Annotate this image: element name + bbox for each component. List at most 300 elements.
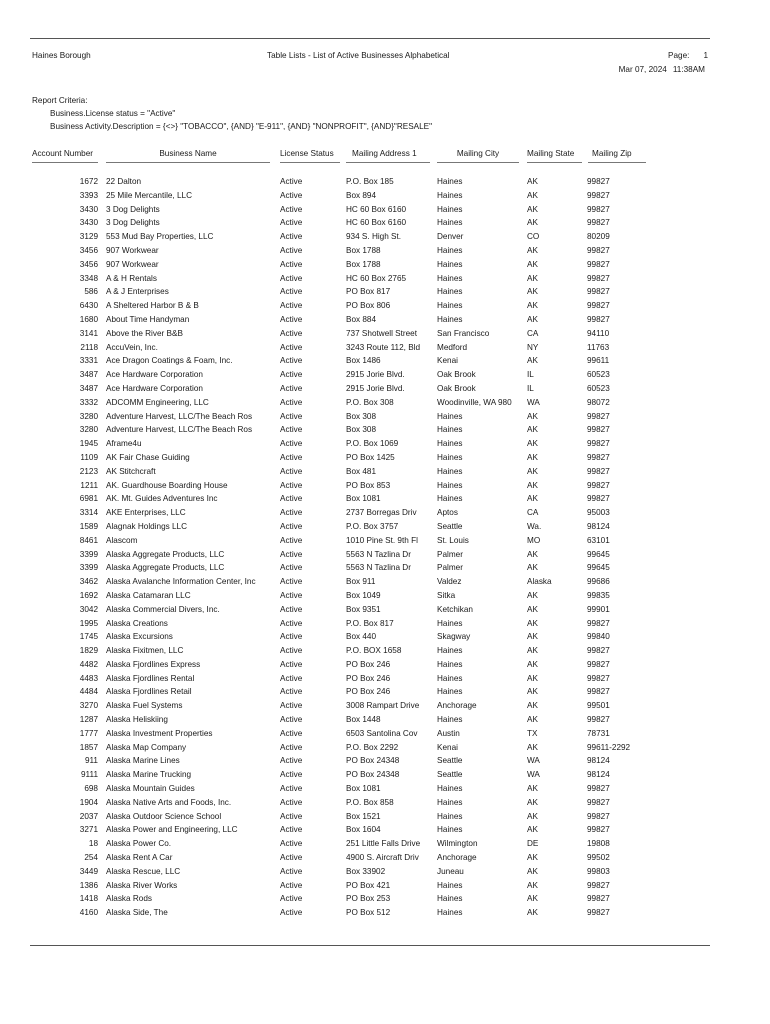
- account-number: 3487: [79, 370, 98, 380]
- page-indicator: [668, 51, 708, 60]
- mailing-state: AK: [527, 880, 538, 890]
- table-row: [0, 354, 770, 368]
- mailing-zip: 99645: [587, 563, 610, 573]
- table-row: [0, 699, 770, 713]
- account-number: 1680: [79, 314, 98, 324]
- table-row: [0, 768, 770, 782]
- license-status: Active: [280, 425, 303, 435]
- mailing-state: AK: [527, 411, 538, 421]
- business-name: Alaska Marine Lines: [106, 756, 180, 766]
- table-row: [0, 658, 770, 672]
- mailing-zip: 19808: [587, 839, 610, 849]
- table-row: [0, 410, 770, 424]
- mailing-city: Anchorage: [437, 853, 477, 863]
- table-row: [0, 244, 770, 258]
- mailing-city: Seattle: [437, 521, 463, 531]
- mailing-zip: 99827: [587, 908, 610, 918]
- account-number: 3348: [79, 273, 98, 283]
- business-name: Alaska Rescue, LLC: [106, 866, 181, 876]
- mailing-state: CO: [527, 232, 540, 242]
- license-status: Active: [280, 880, 303, 890]
- business-name: 3 Dog Delights: [106, 218, 160, 228]
- mailing-zip: 99827: [587, 273, 610, 283]
- table-row: [0, 548, 770, 562]
- business-name: Alaska Rods: [106, 894, 152, 904]
- mailing-city: Haines: [437, 218, 463, 228]
- mailing-city: Haines: [437, 687, 463, 697]
- mailing-address: 5563 N Tazlina Dr: [346, 549, 411, 559]
- business-name: Alaska Commercial Divers, Inc.: [106, 604, 220, 614]
- mailing-city: Medford: [437, 342, 468, 352]
- mailing-state: CA: [527, 328, 539, 338]
- table-row: [0, 230, 770, 244]
- column-header-zip: Mailing Zip: [588, 149, 646, 163]
- license-status: Active: [280, 673, 303, 683]
- report-title: Table Lists - List of Active Businesses Alphabetical: [267, 51, 450, 60]
- mailing-state: CA: [527, 508, 539, 518]
- mailing-address: PO Box 806: [346, 301, 391, 311]
- license-status: Active: [280, 259, 303, 269]
- business-name: 907 Workwear: [106, 245, 159, 255]
- mailing-city: Haines: [437, 825, 463, 835]
- business-name: AK Stitchcraft: [106, 466, 156, 476]
- mailing-city: Haines: [437, 204, 463, 214]
- license-status: Active: [280, 756, 303, 766]
- mailing-zip: 99803: [587, 866, 610, 876]
- mailing-address: Box 894: [346, 190, 377, 200]
- criteria-line-status: Business.License status = "Active": [50, 109, 176, 118]
- mailing-city: Wilmington: [437, 839, 478, 849]
- account-number: 1995: [79, 618, 98, 628]
- table-row: [0, 865, 770, 879]
- mailing-city: Haines: [437, 659, 463, 669]
- mailing-address: Box 9351: [346, 604, 381, 614]
- business-name: AK Fair Chase Guiding: [106, 452, 190, 462]
- account-number: 1386: [79, 880, 98, 890]
- mailing-address: PO Box 253: [346, 894, 391, 904]
- mailing-state: AK: [527, 314, 538, 324]
- mailing-zip: 99827: [587, 480, 610, 490]
- mailing-address: PO Box 246: [346, 687, 391, 697]
- mailing-zip: 99827: [587, 618, 610, 628]
- business-name: Alaska Catamaran LLC: [106, 590, 191, 600]
- mailing-city: Sitka: [437, 590, 456, 600]
- mailing-address: Box 884: [346, 314, 377, 324]
- mailing-address: 3243 Route 112, Bld: [346, 342, 421, 352]
- license-status: Active: [280, 287, 303, 297]
- mailing-address: PO Box 853: [346, 480, 391, 490]
- mailing-zip: 63101: [587, 535, 610, 545]
- mailing-state: AK: [527, 425, 538, 435]
- account-number: 8461: [79, 535, 98, 545]
- mailing-city: Haines: [437, 259, 463, 269]
- account-number: 3462: [79, 577, 98, 587]
- column-header-address: Mailing Address 1: [346, 149, 430, 163]
- mailing-state: AK: [527, 549, 538, 559]
- table-row: [0, 575, 770, 589]
- account-number: 3399: [79, 549, 98, 559]
- license-status: Active: [280, 494, 303, 504]
- mailing-city: Juneau: [437, 866, 464, 876]
- mailing-zip: 60523: [587, 383, 610, 393]
- business-name: Alascom: [106, 535, 138, 545]
- table-row: [0, 561, 770, 575]
- mailing-state: AK: [527, 356, 538, 366]
- business-name: Ace Hardware Corporation: [106, 383, 203, 393]
- mailing-zip: 99835: [587, 590, 610, 600]
- table-row: [0, 175, 770, 189]
- mailing-zip: 99645: [587, 549, 610, 559]
- mailing-state: AK: [527, 563, 538, 573]
- mailing-city: Haines: [437, 618, 463, 628]
- license-status: Active: [280, 177, 303, 186]
- business-name: Alagnak Holdings LLC: [106, 521, 188, 531]
- license-status: Active: [280, 232, 303, 242]
- table-row: [0, 879, 770, 893]
- mailing-city: Anchorage: [437, 701, 477, 711]
- mailing-state: AK: [527, 301, 538, 311]
- business-name: 25 Mile Mercantile, LLC: [106, 190, 193, 200]
- mailing-city: Palmer: [437, 563, 463, 573]
- mailing-zip: 99827: [587, 494, 610, 504]
- mailing-address: 934 S. High St.: [346, 232, 402, 242]
- table-row: [0, 672, 770, 686]
- license-status: Active: [280, 839, 303, 849]
- mailing-zip: 99827: [587, 439, 610, 449]
- mailing-state: WA: [527, 770, 540, 780]
- account-number: 911: [84, 756, 98, 766]
- business-name: Alaska Creations: [106, 618, 168, 628]
- business-name: Alaska River Works: [106, 880, 178, 890]
- account-number: 1945: [79, 439, 98, 449]
- license-status: Active: [280, 590, 303, 600]
- mailing-state: Wa.: [527, 521, 542, 531]
- mailing-address: 2737 Borregas Driv: [346, 508, 417, 518]
- license-status: Active: [280, 797, 303, 807]
- license-status: Active: [280, 245, 303, 255]
- mailing-zip: 99827: [587, 687, 610, 697]
- account-number: 1109: [80, 452, 98, 462]
- mailing-state: AK: [527, 853, 538, 863]
- mailing-address: 3008 Rampart Drive: [346, 701, 420, 711]
- mailing-city: Haines: [437, 784, 463, 794]
- mailing-state: AK: [527, 259, 538, 269]
- account-number: 9111: [81, 770, 98, 780]
- business-name: Alaska Fjordlines Express: [106, 659, 201, 669]
- mailing-address: HC 60 Box 6160: [346, 204, 407, 214]
- mailing-state: AK: [527, 439, 538, 449]
- business-name: 553 Mud Bay Properties, LLC: [106, 232, 214, 242]
- table-row: [0, 603, 770, 617]
- mailing-zip: 99501: [587, 701, 610, 711]
- license-status: Active: [280, 659, 303, 669]
- mailing-address: Box 1486: [346, 356, 381, 366]
- license-status: Active: [280, 439, 303, 449]
- business-name: Above the River B&B: [106, 328, 183, 338]
- mailing-address: PO Box 24348: [346, 756, 400, 766]
- mailing-city: Seattle: [437, 756, 463, 766]
- mailing-state: AK: [527, 673, 538, 683]
- mailing-address: Box 33902: [346, 866, 386, 876]
- mailing-city: Haines: [437, 177, 463, 186]
- table-row: [0, 437, 770, 451]
- mailing-state: AK: [527, 466, 538, 476]
- mailing-address: PO Box 817: [346, 287, 391, 297]
- license-status: Active: [280, 190, 303, 200]
- account-number: 1777: [79, 728, 98, 738]
- report-date: Mar 07, 2024: [618, 65, 667, 74]
- criteria-title: Report Criteria:: [32, 96, 88, 105]
- account-number: 4483: [79, 673, 98, 683]
- account-number: 3141: [79, 328, 98, 338]
- license-status: Active: [280, 521, 303, 531]
- license-status: Active: [280, 328, 303, 338]
- mailing-city: Skagway: [437, 632, 471, 642]
- mailing-zip: 99827: [587, 190, 610, 200]
- mailing-address: 2915 Jorie Blvd.: [346, 370, 405, 380]
- business-name: A & J Enterprises: [106, 287, 169, 297]
- account-number: 3129: [79, 232, 98, 242]
- mailing-city: Denver: [437, 232, 464, 242]
- mailing-zip: 94110: [587, 328, 610, 338]
- report-criteria: [32, 94, 432, 133]
- mailing-address: 737 Shotwell Street: [346, 328, 418, 338]
- mailing-city: Kenai: [437, 742, 458, 752]
- business-name: A Sheltered Harbor B & B: [106, 301, 199, 311]
- license-status: Active: [280, 370, 303, 380]
- business-name: Alaska Mountain Guides: [106, 784, 195, 794]
- mailing-state: AK: [527, 908, 538, 918]
- account-number: 586: [84, 287, 98, 297]
- account-number: 3042: [79, 604, 98, 614]
- mailing-zip: 99611-2292: [587, 742, 631, 752]
- mailing-address: Box 911: [346, 577, 376, 587]
- mailing-state: AK: [527, 273, 538, 283]
- business-name: Alaska Power and Engineering, LLC: [106, 825, 238, 835]
- table-row: [0, 258, 770, 272]
- mailing-address: Box 1788: [346, 245, 381, 255]
- account-number: 3270: [79, 701, 98, 711]
- business-name: 907 Workwear: [106, 259, 159, 269]
- mailing-city: Aptos: [437, 508, 458, 518]
- mailing-city: Haines: [437, 880, 463, 890]
- mailing-city: Austin: [437, 728, 460, 738]
- mailing-state: AK: [527, 894, 538, 904]
- mailing-address: Box 308: [346, 411, 377, 421]
- mailing-state: AK: [527, 687, 538, 697]
- mailing-zip: 98124: [587, 521, 610, 531]
- license-status: Active: [280, 218, 303, 228]
- criteria-line-activity: Business Activity.Description = {<>} "TOBACCO", {AND} "E-911", {AND} "NONPROFIT", {AND}"RESALE": [50, 122, 433, 131]
- mailing-address: 2915 Jorie Blvd.: [346, 383, 405, 393]
- account-number: 3399: [79, 563, 98, 573]
- account-number: 3280: [79, 411, 98, 421]
- account-number: 6430: [79, 301, 98, 311]
- table-row: [0, 299, 770, 313]
- mailing-address: PO Box 246: [346, 659, 391, 669]
- mailing-city: Haines: [437, 301, 463, 311]
- account-number: 2123: [79, 466, 98, 476]
- mailing-zip: 95003: [587, 508, 610, 518]
- mailing-city: Haines: [437, 245, 463, 255]
- mailing-city: St. Louis: [437, 535, 469, 545]
- mailing-state: AK: [527, 659, 538, 669]
- table-row: [0, 617, 770, 631]
- table-row: [0, 713, 770, 727]
- business-name: 22 Dalton: [106, 177, 142, 186]
- mailing-city: Haines: [437, 673, 463, 683]
- mailing-zip: 99827: [587, 659, 610, 669]
- mailing-address: PO Box 512: [346, 908, 391, 918]
- mailing-city: Kenai: [437, 356, 458, 366]
- table-row: [0, 272, 770, 286]
- mailing-city: Haines: [437, 190, 463, 200]
- business-name: Adventure Harvest, LLC/The Beach Ros: [106, 411, 253, 421]
- mailing-address: Box 481: [346, 466, 377, 476]
- mailing-address: HC 60 Box 2765: [346, 273, 407, 283]
- mailing-address: Box 308: [346, 425, 377, 435]
- mailing-city: Haines: [437, 797, 463, 807]
- account-number: 1672: [79, 177, 98, 186]
- page-number: 1: [703, 51, 708, 60]
- mailing-state: AK: [527, 204, 538, 214]
- mailing-city: Haines: [437, 894, 463, 904]
- mailing-zip: 98072: [587, 397, 610, 407]
- mailing-city: Haines: [437, 452, 463, 462]
- account-number: 3456: [79, 245, 98, 255]
- mailing-zip: 98124: [587, 756, 610, 766]
- mailing-address: PO Box 246: [346, 673, 391, 683]
- mailing-address: 6503 Santolina Cov: [346, 728, 418, 738]
- account-number: 2037: [79, 811, 98, 821]
- business-name: Alaska Map Company: [106, 742, 187, 752]
- mailing-address: P.O. BOX 1658: [346, 646, 402, 656]
- license-status: Active: [280, 728, 303, 738]
- table-row: [0, 285, 770, 299]
- business-name: Alaska Aggregate Products, LLC: [106, 563, 225, 573]
- organization-name: Haines Borough: [32, 51, 91, 60]
- mailing-city: Haines: [437, 811, 463, 821]
- column-header-account: Account Number: [32, 149, 98, 163]
- mailing-state: AK: [527, 245, 538, 255]
- table-row: [0, 892, 770, 906]
- mailing-zip: 99827: [587, 811, 610, 821]
- mailing-zip: 99827: [587, 259, 610, 269]
- account-number: 3271: [79, 825, 98, 835]
- license-status: Active: [280, 604, 303, 614]
- mailing-city: Haines: [437, 466, 463, 476]
- table-row: [0, 823, 770, 837]
- table-row: [0, 451, 770, 465]
- table-row: [0, 368, 770, 382]
- business-name: AccuVein, Inc.: [106, 342, 158, 352]
- mailing-state: IL: [527, 383, 534, 393]
- mailing-state: WA: [527, 756, 540, 766]
- license-status: Active: [280, 549, 303, 559]
- table-row: [0, 479, 770, 493]
- bottom-rule: [30, 945, 710, 946]
- business-name: Alaska Power Co.: [106, 839, 172, 849]
- mailing-address: Box 1521: [346, 811, 381, 821]
- mailing-zip: 99827: [587, 204, 610, 214]
- mailing-zip: 99827: [587, 894, 610, 904]
- mailing-city: Palmer: [437, 549, 463, 559]
- mailing-zip: 99827: [587, 452, 610, 462]
- report-datetime: [619, 65, 705, 74]
- account-number: 254: [84, 853, 98, 863]
- mailing-state: AK: [527, 646, 538, 656]
- table-row: [0, 644, 770, 658]
- mailing-address: 251 Little Falls Drive: [346, 839, 421, 849]
- business-name: Alaska Excursions: [106, 632, 173, 642]
- mailing-zip: 99827: [587, 825, 610, 835]
- mailing-state: AK: [527, 190, 538, 200]
- mailing-city: Haines: [437, 411, 463, 421]
- mailing-zip: 99611: [587, 356, 610, 366]
- mailing-city: Valdez: [437, 577, 462, 587]
- license-status: Active: [280, 301, 303, 311]
- license-status: Active: [280, 452, 303, 462]
- mailing-address: Box 1448: [346, 715, 381, 725]
- mailing-address: 1010 Pine St. 9th Fl: [346, 535, 418, 545]
- top-rule: [30, 38, 710, 39]
- mailing-zip: 99827: [587, 245, 610, 255]
- mailing-city: Haines: [437, 480, 463, 490]
- license-status: Active: [280, 646, 303, 656]
- account-number: 3487: [79, 383, 98, 393]
- column-header-name: Business Name: [106, 149, 270, 163]
- license-status: Active: [280, 866, 303, 876]
- business-name: Ace Hardware Corporation: [106, 370, 203, 380]
- mailing-state: AK: [527, 452, 538, 462]
- mailing-city: Haines: [437, 287, 463, 297]
- license-status: Active: [280, 770, 303, 780]
- license-status: Active: [280, 466, 303, 476]
- business-name: AK. Guardhouse Boarding House: [106, 480, 228, 490]
- mailing-zip: 99827: [587, 218, 610, 228]
- mailing-zip: 99827: [587, 411, 610, 421]
- mailing-state: AK: [527, 797, 538, 807]
- table-row: [0, 727, 770, 741]
- column-header-state: Mailing State: [527, 149, 582, 163]
- mailing-state: MO: [527, 535, 541, 545]
- mailing-zip: 99901: [587, 604, 610, 614]
- mailing-address: P.O. Box 3757: [346, 521, 399, 531]
- business-name: A & H Rentals: [106, 273, 157, 283]
- account-number: 4482: [79, 659, 98, 669]
- table-row: [0, 216, 770, 230]
- mailing-state: AK: [527, 590, 538, 600]
- table-row: [0, 685, 770, 699]
- mailing-state: AK: [527, 825, 538, 835]
- mailing-address: P.O. Box 308: [346, 397, 394, 407]
- table-row: [0, 520, 770, 534]
- license-status: Active: [280, 314, 303, 324]
- mailing-state: AK: [527, 701, 538, 711]
- mailing-address: P.O. Box 858: [346, 797, 394, 807]
- mailing-state: AK: [527, 494, 538, 504]
- table-row: [0, 313, 770, 327]
- table-row: [0, 203, 770, 217]
- mailing-state: Alaska: [527, 577, 552, 587]
- business-name: Alaska Native Arts and Foods, Inc.: [106, 797, 232, 807]
- table-row: [0, 741, 770, 755]
- business-name: 3 Dog Delights: [106, 204, 160, 214]
- mailing-city: Oak Brook: [437, 370, 476, 380]
- business-name: Alaska Fixitmen, LLC: [106, 646, 184, 656]
- business-name: Alaska Rent A Car: [106, 853, 173, 863]
- license-status: Active: [280, 784, 303, 794]
